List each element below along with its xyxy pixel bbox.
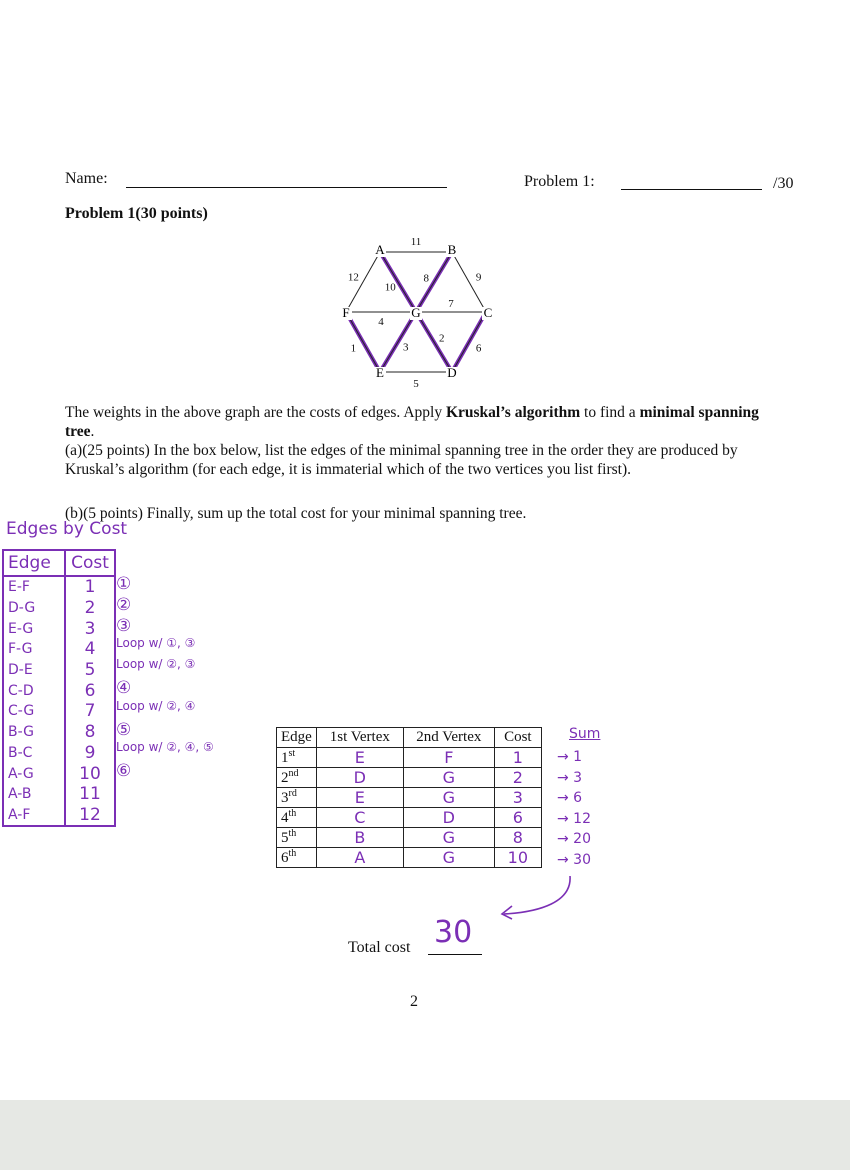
graph-edge-EG	[380, 312, 416, 372]
cost-list-note: ②	[116, 594, 132, 615]
answer-cost: 10	[494, 848, 541, 868]
cost-list-edge: A-G	[3, 763, 65, 784]
cost-list-edge: B-C	[3, 743, 65, 764]
cost-list-edge: C-D	[3, 680, 65, 701]
cost-list-edge: F-G	[3, 639, 65, 660]
answer-header-v2: 2nd Vertex	[403, 728, 494, 748]
answer-ordinal: 3rd	[277, 788, 317, 808]
cost-list-row	[3, 763, 115, 784]
total-cost-blank	[428, 954, 482, 955]
answer-v2: G	[403, 828, 494, 848]
cost-list-note: Loop w/ ②, ④, ⑤	[116, 740, 214, 755]
cost-list-row	[3, 598, 115, 619]
cost-list-row	[3, 618, 115, 639]
answer-cost: 8	[494, 828, 541, 848]
graph-edge-BG	[416, 252, 452, 312]
vertex-label-F: F	[342, 305, 350, 320]
curved-arrow-icon	[490, 872, 580, 932]
cost-list-edge: E-F	[3, 576, 65, 598]
answer-ordinal: 2nd	[277, 768, 317, 788]
graph-edge-DG	[416, 312, 452, 372]
answer-v2: G	[403, 788, 494, 808]
cost-list-note: ③	[116, 615, 132, 636]
cost-list-note: ④	[116, 678, 132, 698]
cost-list-row	[3, 805, 115, 827]
answer-v2: D	[403, 808, 494, 828]
running-sum: → 3	[557, 769, 583, 786]
edge-weight-label: 2	[438, 332, 445, 345]
answer-ordinal: 6th	[277, 848, 317, 868]
cost-list-edge: C-G	[3, 701, 65, 722]
cost-list-cost: 10	[65, 763, 115, 784]
answer-v1: A	[316, 848, 403, 868]
edge-weight-label: 10	[384, 281, 396, 294]
answer-ordinal: 5th	[277, 828, 317, 848]
answer-v1: D	[316, 768, 403, 788]
cost-list-edge: A-F	[3, 805, 65, 827]
cost-list-cost: 5	[65, 660, 115, 681]
cost-list-title: Edges by Cost	[6, 519, 128, 539]
cost-list-row	[3, 784, 115, 805]
vertex-label-G: G	[411, 305, 421, 320]
answer-ordinal: 1st	[277, 748, 317, 768]
cost-list-header-cost: Cost	[65, 550, 115, 576]
problem-title: Problem 1(30 points)	[65, 205, 208, 222]
running-sum: → 12	[557, 810, 591, 827]
vertex-label-C: C	[483, 305, 493, 320]
answer-row	[277, 788, 542, 808]
cost-list-edge: A-B	[3, 784, 65, 805]
cost-list-row	[3, 660, 115, 681]
cost-list-cost: 3	[65, 618, 115, 639]
cost-list-cost: 4	[65, 639, 115, 660]
part-b-text: (b)(5 points) Finally, sum up the total cost for your minimal spanning tree.	[65, 505, 527, 522]
edge-weight-label: 12	[347, 271, 359, 284]
cost-list-header-edge: Edge	[3, 550, 65, 576]
problem-score-label: Problem 1:	[524, 173, 595, 190]
cost-list-edge: D-G	[3, 598, 65, 619]
cost-list-row	[3, 743, 115, 764]
answer-v1: E	[316, 748, 403, 768]
cost-list-note: Loop w/ ②, ③	[116, 657, 196, 672]
answer-header-v1: 1st Vertex	[316, 728, 403, 748]
part-a-text: (a)(25 points) In the box below, list the edges of the minimal spanning tree in the order they are produced by Kruskal’s algorithm (for each edge, it is immaterial which of the two vertices you list first).	[65, 442, 738, 478]
answer-table	[276, 727, 542, 868]
vertex-label-E: E	[376, 365, 384, 380]
answer-ordinal: 4th	[277, 808, 317, 828]
cost-list-edge: E-G	[3, 618, 65, 639]
name-blank	[126, 187, 447, 188]
running-sum: → 6	[557, 790, 583, 806]
score-max: /30	[773, 175, 794, 192]
total-cost-value: 30	[434, 915, 473, 950]
answer-row	[277, 768, 542, 788]
problem-statement: The weights in the above graph are the costs of edges. Apply Kruskal’s algorithm to find a minimal spanning tree.	[65, 404, 759, 440]
name-label: Name:	[65, 170, 108, 187]
cost-list-note: ⑤	[116, 719, 132, 740]
cost-list-cost: 8	[65, 722, 115, 743]
total-cost-label: Total cost	[348, 939, 411, 956]
cost-list-cost: 1	[65, 576, 115, 598]
cost-list-note: ①	[116, 574, 132, 594]
answer-v2: G	[403, 768, 494, 788]
answer-row	[277, 808, 542, 828]
vertex-label-A: A	[375, 242, 385, 257]
answer-v1: C	[316, 808, 403, 828]
cost-list-cost: 9	[65, 743, 115, 764]
cost-list-cost: 6	[65, 680, 115, 701]
cost-list-edge: B-G	[3, 722, 65, 743]
cost-list-row	[3, 576, 115, 598]
edge-weight-label: 4	[378, 316, 384, 328]
answer-cost: 1	[494, 748, 541, 768]
cost-list-row	[3, 680, 115, 701]
answer-row	[277, 828, 542, 848]
cost-list-row	[3, 639, 115, 660]
cost-list-note: Loop w/ ②, ④	[116, 698, 196, 713]
answer-row	[277, 748, 542, 768]
sum-label: Sum	[569, 726, 601, 742]
cost-list-cost: 2	[65, 598, 115, 619]
cost-list-note: ⑥	[116, 761, 132, 782]
answer-cost: 6	[494, 808, 541, 828]
running-sum: → 20	[557, 831, 591, 847]
edge-weight-label: 11	[410, 236, 422, 248]
cost-list-note: Loop w/ ①, ③	[116, 636, 196, 651]
running-sum: → 30	[557, 851, 591, 868]
vertex-label-B: B	[447, 242, 457, 257]
answer-header-edge: Edge	[277, 728, 317, 748]
cost-list-cost: 11	[65, 784, 115, 805]
cost-list-row	[3, 701, 115, 722]
edge-weight-label: 5	[413, 378, 419, 388]
graph-figure	[330, 236, 510, 388]
cost-list-table	[2, 549, 116, 827]
answer-row	[277, 848, 542, 868]
edge-weight-label: 3	[402, 341, 409, 354]
answer-header-cost: Cost	[494, 728, 541, 748]
cost-list-row	[3, 722, 115, 743]
cost-list-cost: 12	[65, 805, 115, 827]
answer-cost: 2	[494, 768, 541, 788]
answer-v1: B	[316, 828, 403, 848]
answer-cost: 3	[494, 788, 541, 808]
cost-list-cost: 7	[65, 701, 115, 722]
edge-weight-label: 7	[448, 298, 454, 310]
vertex-label-D: D	[447, 365, 457, 380]
edge-weight-label: 8	[423, 272, 430, 285]
answer-v1: E	[316, 788, 403, 808]
running-sum: → 1	[557, 749, 583, 765]
edge-weight-label: 1	[350, 342, 357, 355]
cost-list-edge: D-E	[3, 660, 65, 681]
page-number: 2	[410, 993, 418, 1010]
answer-v2: F	[403, 748, 494, 768]
answer-v2: G	[403, 848, 494, 868]
edge-weight-label: 9	[475, 271, 482, 284]
score-blank	[621, 189, 762, 190]
edge-weight-label: 6	[475, 342, 482, 355]
